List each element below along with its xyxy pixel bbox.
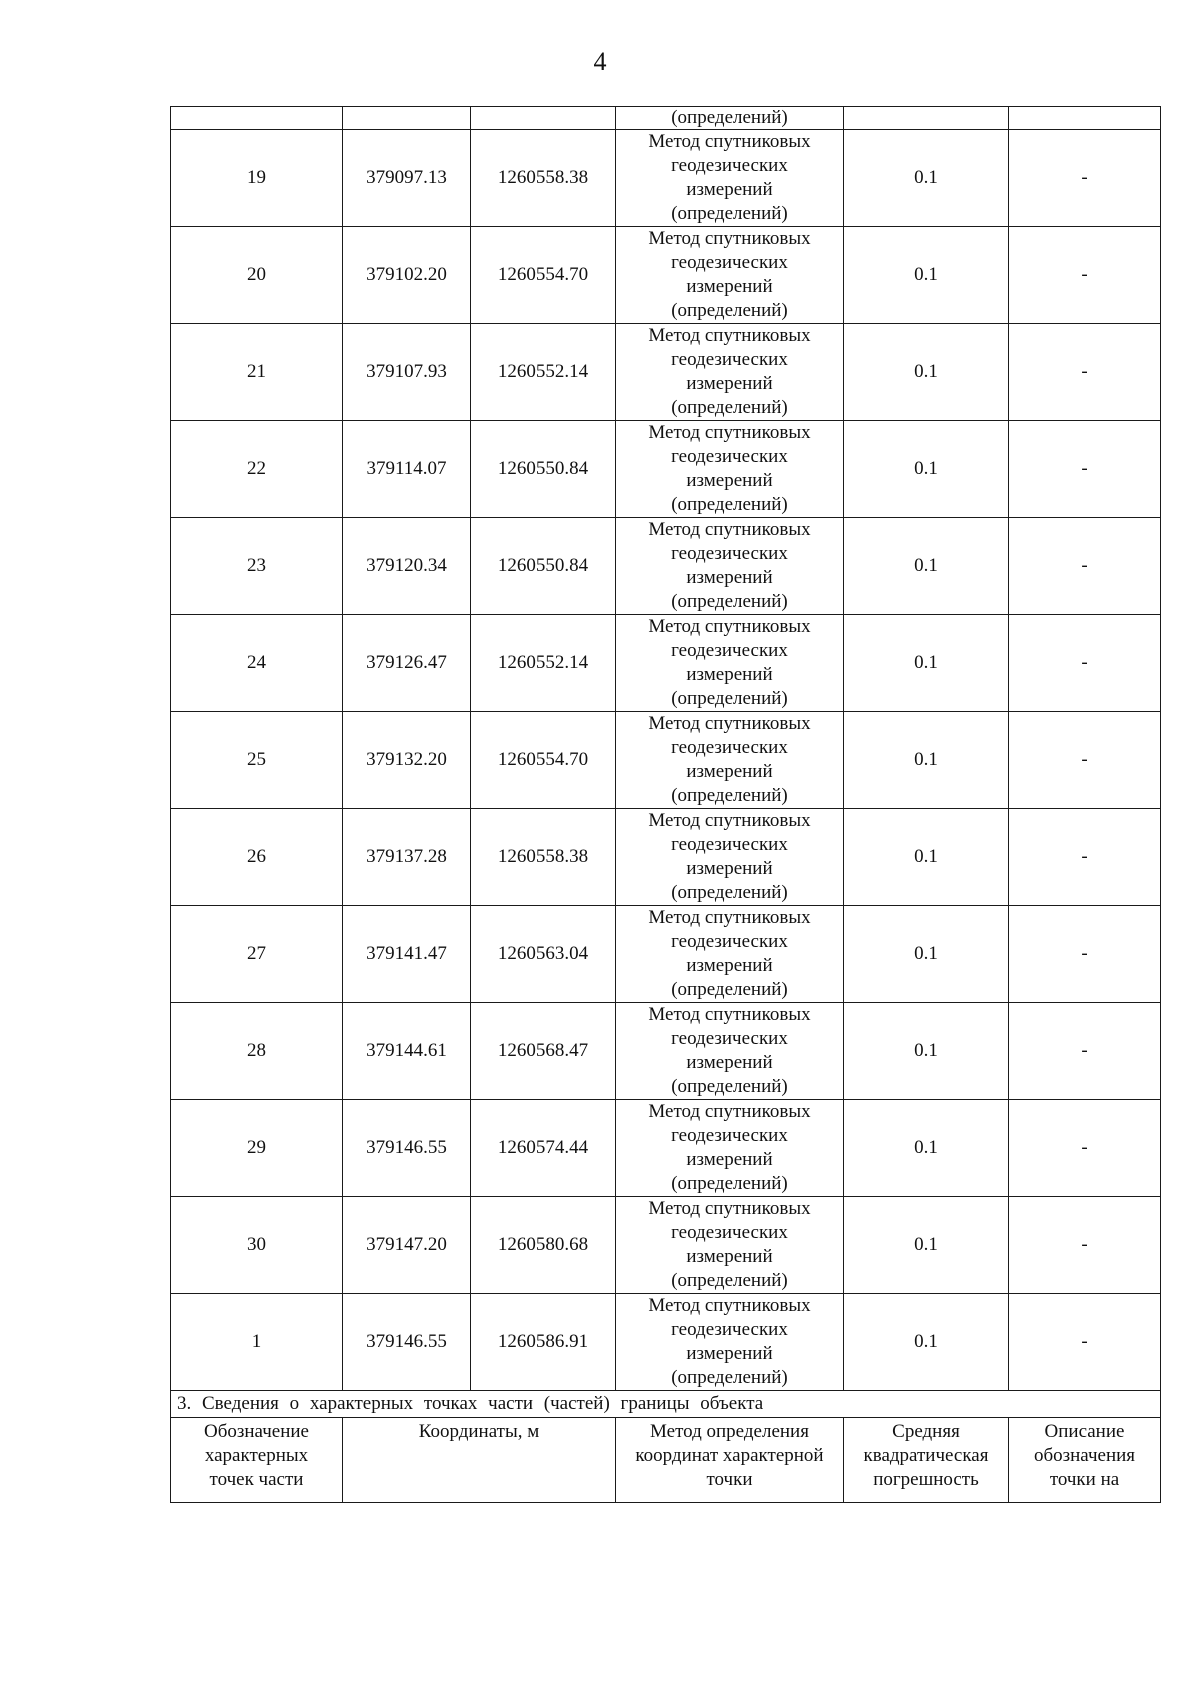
coord-y: 1260580.68 — [471, 1197, 616, 1294]
table-row — [171, 130, 1161, 227]
mean-square-error: 0.1 — [844, 809, 1009, 906]
coord-x: 379102.20 — [343, 227, 471, 324]
method-cell — [616, 906, 844, 1003]
coord-y: 1260558.38 — [471, 130, 616, 227]
cell-empty — [471, 107, 616, 130]
header-coords: Координаты, м — [343, 1418, 616, 1503]
header-point-line: точек части — [209, 1469, 304, 1490]
header-point-line: характерных — [204, 1445, 309, 1466]
method-line: (определений) — [671, 688, 788, 709]
method-line: (определений) — [671, 1173, 788, 1194]
point-description: - — [1009, 906, 1161, 1003]
point-description: - — [1009, 809, 1161, 906]
method-line: Метод спутниковых — [648, 810, 811, 831]
method-line: измерений — [686, 276, 773, 297]
cell-empty — [844, 107, 1009, 130]
method-line: Метод спутниковых — [648, 519, 811, 540]
coord-x: 379097.13 — [343, 130, 471, 227]
method-line: измерений — [686, 1149, 773, 1170]
point-description: - — [1009, 130, 1161, 227]
method-line: геодезических — [671, 252, 788, 273]
point-description: - — [1009, 1294, 1161, 1391]
coord-y: 1260554.70 — [471, 227, 616, 324]
header-point-line: Обозначение — [204, 1421, 309, 1442]
coord-x: 379146.55 — [343, 1294, 471, 1391]
point-number: 19 — [171, 130, 343, 227]
method-cell — [616, 130, 844, 227]
coord-x: 379132.20 — [343, 712, 471, 809]
method-line: измерений — [686, 373, 773, 394]
header-error — [844, 1418, 1009, 1503]
method-line: Метод спутниковых — [648, 325, 811, 346]
header-description — [1009, 1418, 1161, 1503]
coord-y: 1260550.84 — [471, 518, 616, 615]
point-description: - — [1009, 1003, 1161, 1100]
coordinates-table — [170, 106, 1161, 1503]
method-line: (определений) — [671, 979, 788, 1000]
header-description-line: обозначения — [1033, 1445, 1136, 1466]
mean-square-error: 0.1 — [844, 324, 1009, 421]
cell-empty — [171, 107, 343, 130]
method-line: Метод спутниковых — [648, 1198, 811, 1219]
method-line: Метод спутниковых — [648, 228, 811, 249]
method-line: измерений — [686, 761, 773, 782]
continuation-row — [171, 107, 1161, 130]
cell-empty — [1009, 107, 1161, 130]
header-method-line: координат характерной — [635, 1445, 824, 1466]
mean-square-error: 0.1 — [844, 712, 1009, 809]
point-description: - — [1009, 518, 1161, 615]
mean-square-error: 0.1 — [844, 421, 1009, 518]
coord-x: 379144.61 — [343, 1003, 471, 1100]
method-line: (определений) — [671, 785, 788, 806]
method-line: (определений) — [671, 1270, 788, 1291]
table-row — [171, 324, 1161, 421]
method-cell — [616, 712, 844, 809]
method-line: геодезических — [671, 1028, 788, 1049]
method-line: (определений) — [671, 397, 788, 418]
method-line: измерений — [686, 1343, 773, 1364]
page-number: 4 — [593, 47, 607, 76]
method-line: измерений — [686, 955, 773, 976]
method-line: геодезических — [671, 543, 788, 564]
point-number: 23 — [171, 518, 343, 615]
point-description: - — [1009, 421, 1161, 518]
method-line: измерений — [686, 1246, 773, 1267]
coord-y: 1260586.91 — [471, 1294, 616, 1391]
header-error-line: погрешность — [873, 1469, 979, 1490]
method-line: геодезических — [671, 931, 788, 952]
table-row — [171, 1197, 1161, 1294]
coord-x: 379147.20 — [343, 1197, 471, 1294]
table-row — [171, 1003, 1161, 1100]
table-row — [171, 712, 1161, 809]
method-cell — [616, 227, 844, 324]
coord-x: 379141.47 — [343, 906, 471, 1003]
method-line: Метод спутниковых — [648, 131, 811, 152]
header-method-line: Метод определения — [650, 1421, 809, 1442]
mean-square-error: 0.1 — [844, 1100, 1009, 1197]
method-line: измерений — [686, 1052, 773, 1073]
method-line: геодезических — [671, 640, 788, 661]
method-line: Метод спутниковых — [648, 1101, 811, 1122]
table-row — [171, 1100, 1161, 1197]
table-row — [171, 518, 1161, 615]
method-cell — [616, 1100, 844, 1197]
method-line: Метод спутниковых — [648, 616, 811, 637]
point-number: 27 — [171, 906, 343, 1003]
table-row — [171, 1294, 1161, 1391]
coord-y: 1260568.47 — [471, 1003, 616, 1100]
method-line: (определений) — [671, 1076, 788, 1097]
mean-square-error: 0.1 — [844, 906, 1009, 1003]
point-number: 20 — [171, 227, 343, 324]
point-description: - — [1009, 1100, 1161, 1197]
point-number: 29 — [171, 1100, 343, 1197]
method-line: (определений) — [671, 1367, 788, 1388]
continuation-text: (определений) — [616, 107, 844, 130]
mean-square-error: 0.1 — [844, 1197, 1009, 1294]
method-cell — [616, 324, 844, 421]
coord-x: 379126.47 — [343, 615, 471, 712]
table-row — [171, 906, 1161, 1003]
coord-y: 1260552.14 — [471, 615, 616, 712]
point-number: 1 — [171, 1294, 343, 1391]
method-line: геодезических — [671, 1222, 788, 1243]
header-error-line: квадратическая — [863, 1445, 989, 1466]
point-number: 26 — [171, 809, 343, 906]
table-row — [171, 421, 1161, 518]
coord-y: 1260554.70 — [471, 712, 616, 809]
section-header-row — [171, 1418, 1161, 1503]
coord-y: 1260552.14 — [471, 324, 616, 421]
header-method-line: точки — [706, 1469, 753, 1490]
coord-x: 379107.93 — [343, 324, 471, 421]
point-number: 30 — [171, 1197, 343, 1294]
method-line: геодезических — [671, 349, 788, 370]
method-cell — [616, 1003, 844, 1100]
method-line: геодезических — [671, 1125, 788, 1146]
point-description: - — [1009, 615, 1161, 712]
coord-x: 379137.28 — [343, 809, 471, 906]
point-number: 28 — [171, 1003, 343, 1100]
point-number: 24 — [171, 615, 343, 712]
coord-x: 379146.55 — [343, 1100, 471, 1197]
mean-square-error: 0.1 — [844, 227, 1009, 324]
section-title: 3. Сведения о характерных точках части (частей) границы объекта — [171, 1391, 1161, 1418]
mean-square-error: 0.1 — [844, 518, 1009, 615]
table-row — [171, 809, 1161, 906]
point-number: 22 — [171, 421, 343, 518]
coord-y: 1260550.84 — [471, 421, 616, 518]
mean-square-error: 0.1 — [844, 615, 1009, 712]
method-line: (определений) — [671, 300, 788, 321]
header-description-line: точки на — [1049, 1469, 1120, 1490]
method-line: (определений) — [671, 882, 788, 903]
point-description: - — [1009, 227, 1161, 324]
table-body — [171, 107, 1161, 1503]
coord-x: 379114.07 — [343, 421, 471, 518]
table-row — [171, 227, 1161, 324]
method-line: Метод спутниковых — [648, 713, 811, 734]
header-description-line: Описание — [1044, 1421, 1125, 1442]
method-line: измерений — [686, 470, 773, 491]
method-line: измерений — [686, 179, 773, 200]
method-line: измерений — [686, 567, 773, 588]
method-cell — [616, 615, 844, 712]
mean-square-error: 0.1 — [844, 1294, 1009, 1391]
method-line: измерений — [686, 664, 773, 685]
method-line: (определений) — [671, 203, 788, 224]
point-description: - — [1009, 324, 1161, 421]
header-error-line: Средняя — [892, 1421, 960, 1442]
method-line: геодезических — [671, 446, 788, 467]
coord-y: 1260558.38 — [471, 809, 616, 906]
method-cell — [616, 421, 844, 518]
method-cell — [616, 1197, 844, 1294]
method-line: геодезических — [671, 155, 788, 176]
method-line: Метод спутниковых — [648, 422, 811, 443]
coord-x: 379120.34 — [343, 518, 471, 615]
cell-empty — [343, 107, 471, 130]
point-description: - — [1009, 1197, 1161, 1294]
method-line: (определений) — [671, 591, 788, 612]
header-point — [171, 1418, 343, 1503]
method-line: Метод спутниковых — [648, 1004, 811, 1025]
method-cell — [616, 1294, 844, 1391]
method-cell — [616, 518, 844, 615]
method-line: измерений — [686, 858, 773, 879]
section-title-row — [171, 1391, 1161, 1418]
method-line: геодезических — [671, 737, 788, 758]
method-line: геодезических — [671, 1319, 788, 1340]
method-line: Метод спутниковых — [648, 1295, 811, 1316]
table-row — [171, 615, 1161, 712]
mean-square-error: 0.1 — [844, 130, 1009, 227]
point-number: 25 — [171, 712, 343, 809]
method-cell — [616, 809, 844, 906]
header-method — [616, 1418, 844, 1503]
method-line: Метод спутниковых — [648, 907, 811, 928]
mean-square-error: 0.1 — [844, 1003, 1009, 1100]
coord-y: 1260563.04 — [471, 906, 616, 1003]
method-line: (определений) — [671, 494, 788, 515]
coord-y: 1260574.44 — [471, 1100, 616, 1197]
method-line: геодезических — [671, 834, 788, 855]
point-number: 21 — [171, 324, 343, 421]
point-description: - — [1009, 712, 1161, 809]
